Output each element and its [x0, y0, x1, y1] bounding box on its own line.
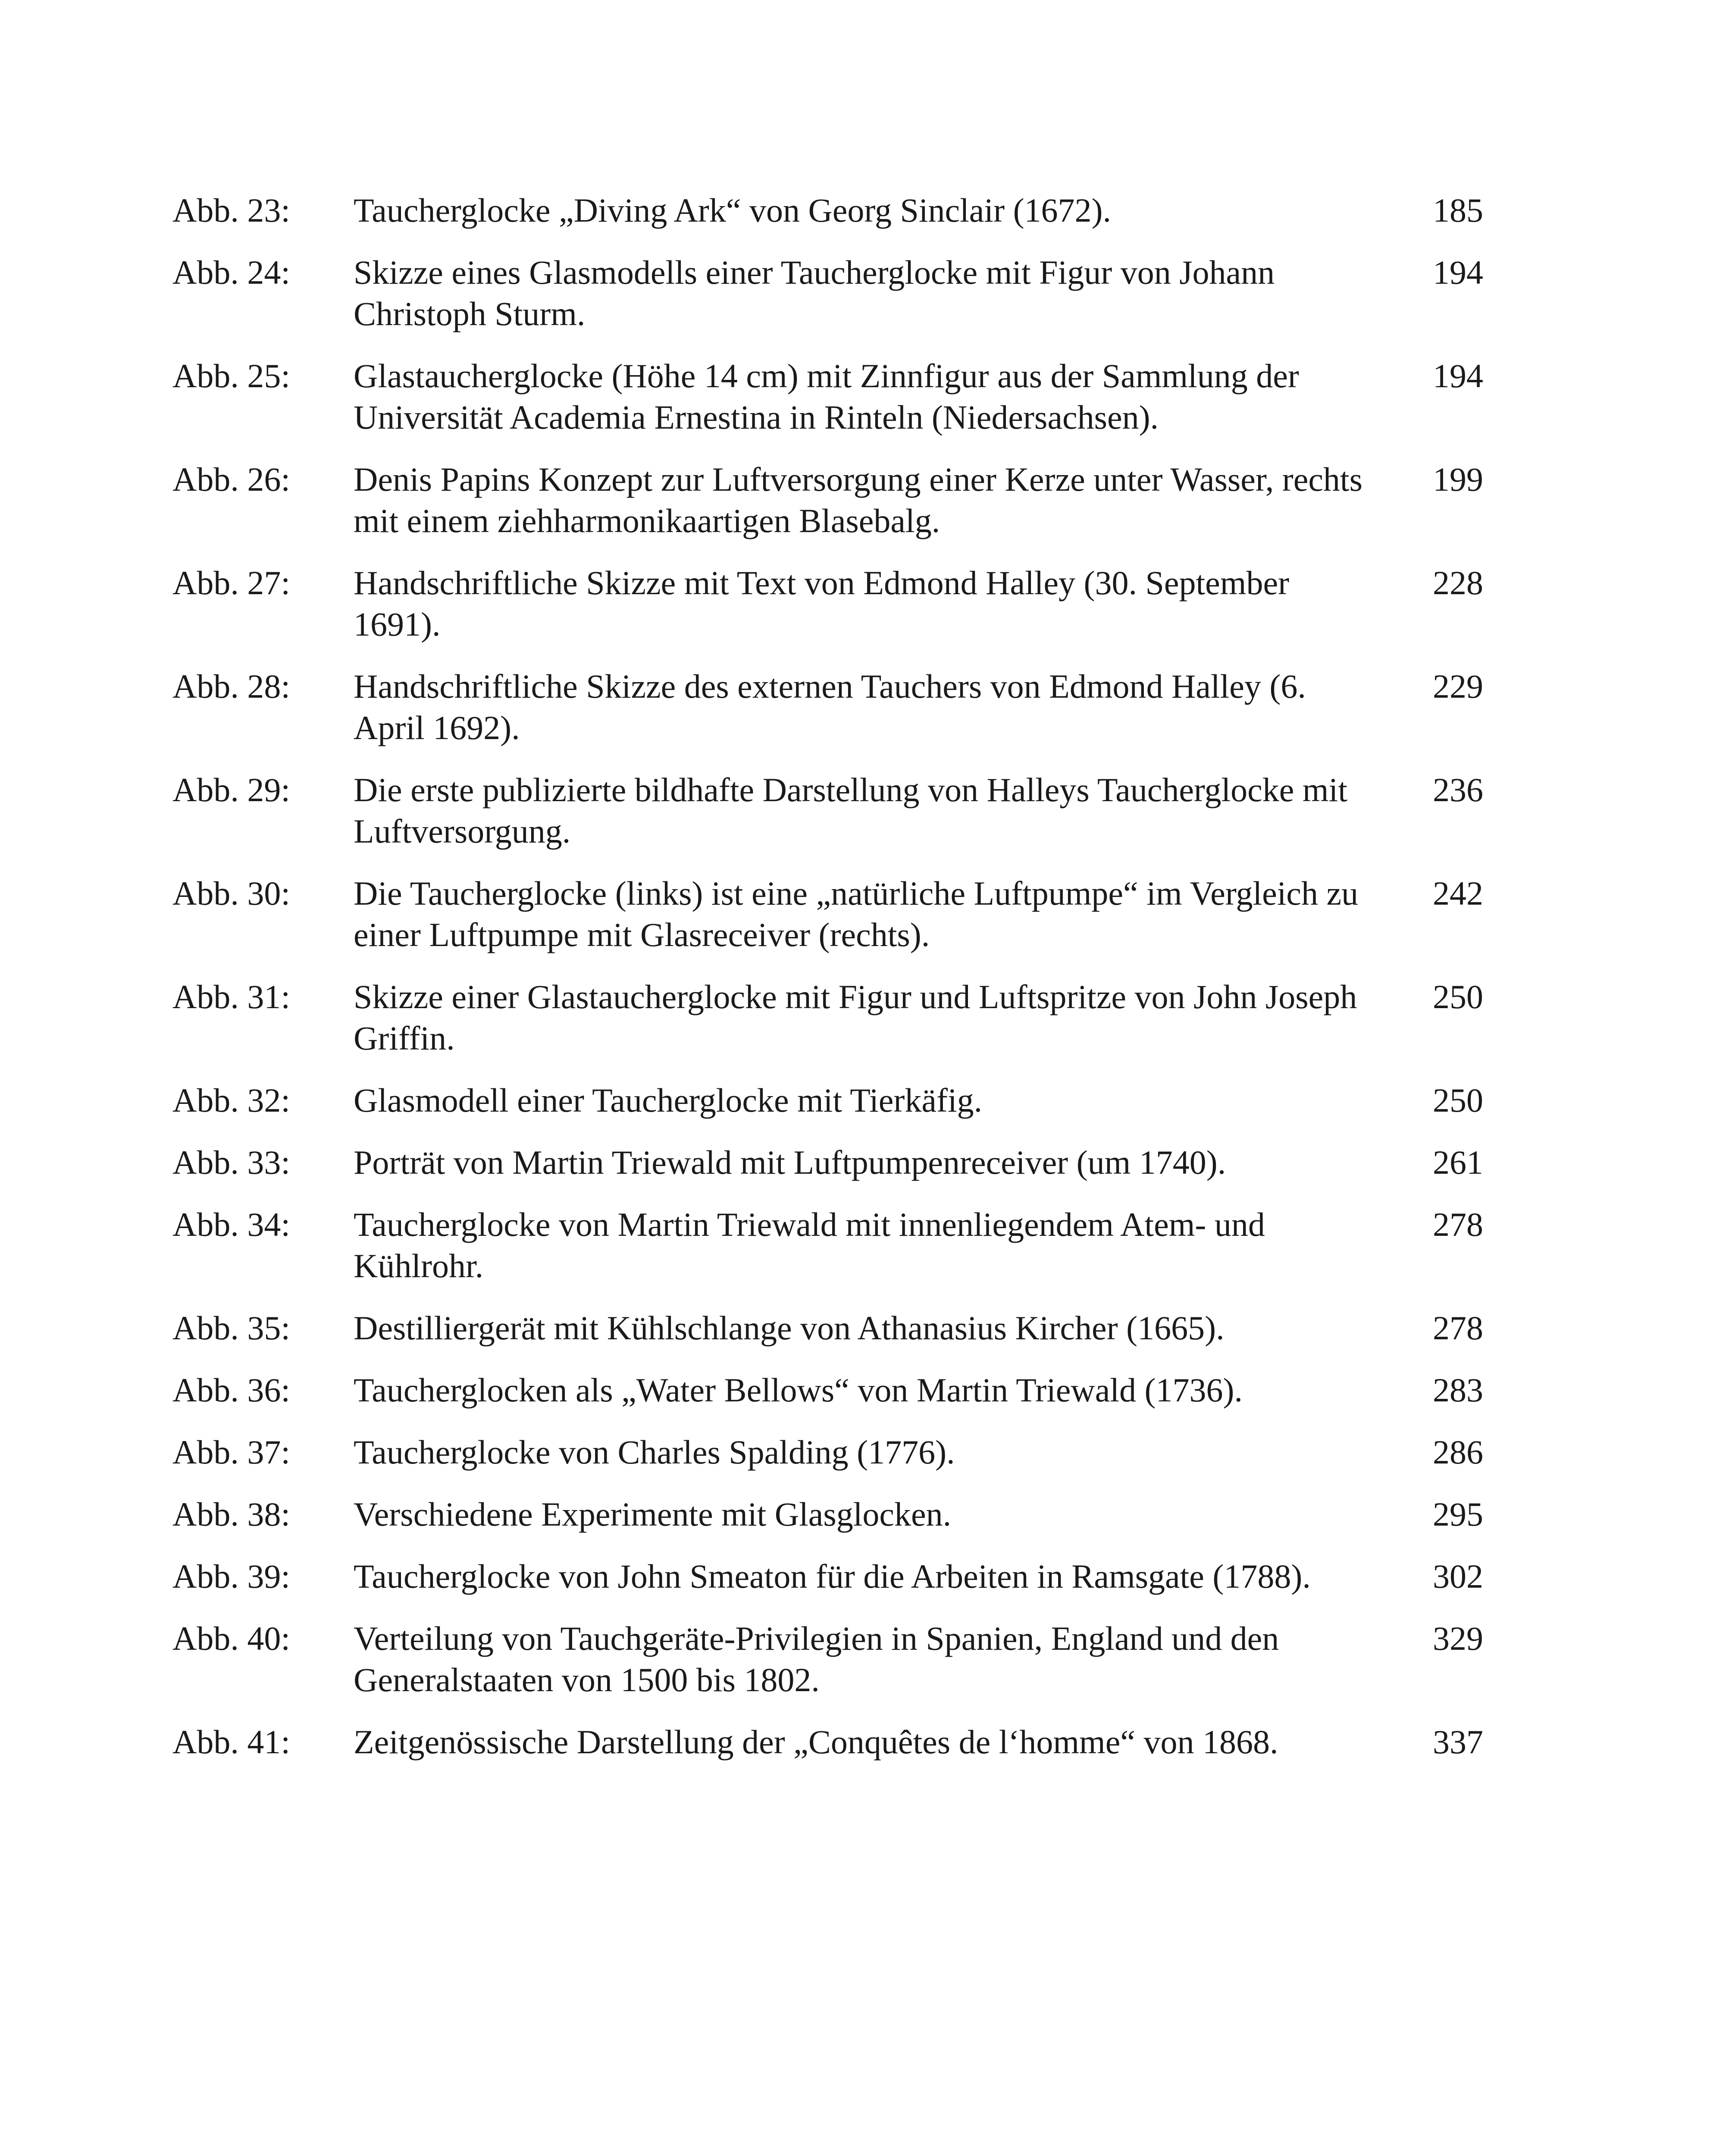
- figure-label: Abb. 39:: [172, 1557, 290, 1595]
- figure-label: Abb. 35:: [172, 1309, 290, 1347]
- figure-entry: [172, 355, 1483, 438]
- figure-entry: [172, 976, 1483, 1059]
- figure-entry: [172, 1307, 1483, 1349]
- figure-caption: Taucherglocken als „Water Bellows“ von Martin Triewald (1736).: [354, 1371, 1243, 1409]
- figure-entry: [172, 1494, 1483, 1535]
- figure-entry: [172, 1080, 1483, 1121]
- figure-label: Abb. 23:: [172, 191, 290, 229]
- figure-entry: [172, 1618, 1483, 1701]
- figure-caption: Glastaucherglocke (Höhe 14 cm) mit Zinnfigur aus der Sammlung der Universität Academia Ernestina in Rinteln (Niedersachsen).: [354, 357, 1299, 436]
- figure-page-ref: 286: [1433, 1433, 1483, 1471]
- figure-page-ref: 283: [1433, 1371, 1483, 1409]
- figure-caption: Denis Papins Konzept zur Luftversorgung einer Kerze unter Wasser, rechts mit einem ziehharmonikaartigen Blasebalg.: [354, 461, 1362, 539]
- figure-page-ref: 278: [1433, 1206, 1483, 1243]
- figure-caption: Verteilung von Tauchgeräte-Privilegien in Spanien, England und den Generalstaaten von 1500 bis 1802.: [354, 1620, 1279, 1698]
- figure-label: Abb. 25:: [172, 357, 290, 395]
- figure-entry: [172, 1721, 1483, 1763]
- figure-label: Abb. 29:: [172, 771, 290, 808]
- figure-label: Abb. 36:: [172, 1371, 290, 1409]
- figure-caption: Taucherglocke von Charles Spalding (1776).: [354, 1433, 955, 1471]
- figure-page-ref: 278: [1433, 1309, 1483, 1347]
- figure-page-ref: 228: [1433, 564, 1483, 602]
- figure-page-ref: 329: [1433, 1620, 1483, 1657]
- figure-entry: [172, 1142, 1483, 1183]
- figure-label: Abb. 26:: [172, 461, 290, 498]
- figure-label: Abb. 32:: [172, 1081, 290, 1119]
- figure-entry: [172, 459, 1483, 542]
- figure-entry: [172, 562, 1483, 645]
- figure-caption: Verschiedene Experimente mit Glasglocken.: [354, 1495, 952, 1533]
- figure-page-ref: 250: [1433, 978, 1483, 1015]
- figure-caption: Glasmodell einer Taucherglocke mit Tierkäfig.: [354, 1081, 983, 1119]
- figure-label: Abb. 34:: [172, 1206, 290, 1243]
- figure-caption: Handschriftliche Skizze des externen Tauchers von Edmond Halley (6. April 1692).: [354, 667, 1306, 746]
- figure-label: Abb. 30:: [172, 874, 290, 912]
- figure-page-ref: 337: [1433, 1723, 1483, 1761]
- figure-label: Abb. 37:: [172, 1433, 290, 1471]
- figure-label: Abb. 41:: [172, 1723, 290, 1761]
- figure-entry: [172, 1204, 1483, 1287]
- figure-entry: [172, 1432, 1483, 1473]
- figure-label: Abb. 24:: [172, 254, 290, 291]
- figure-label: Abb. 33:: [172, 1144, 290, 1181]
- figure-entry: [172, 1556, 1483, 1597]
- figure-caption: Taucherglocke „Diving Ark“ von Georg Sinclair (1672).: [354, 191, 1112, 229]
- figure-caption: Zeitgenössische Darstellung der „Conquêtes de l‘homme“ von 1868.: [354, 1723, 1278, 1761]
- figure-page-ref: 194: [1433, 357, 1483, 395]
- figure-caption: Skizze eines Glasmodells einer Taucherglocke mit Figur von Johann Christoph Sturm.: [354, 254, 1275, 332]
- figure-label: Abb. 40:: [172, 1620, 290, 1657]
- figure-entry: [172, 1369, 1483, 1411]
- figure-page-ref: 302: [1433, 1557, 1483, 1595]
- figure-caption: Taucherglocke von Martin Triewald mit innenliegendem Atem- und Kühlrohr.: [354, 1206, 1265, 1285]
- figure-entry: [172, 666, 1483, 749]
- figure-caption: Die Taucherglocke (links) ist eine „natürliche Luftpumpe“ im Vergleich zu einer Luftpumpe mit Glasreceiver (rechts).: [354, 874, 1359, 953]
- figure-entry: [172, 873, 1483, 956]
- figure-caption: Porträt von Martin Triewald mit Luftpumpenreceiver (um 1740).: [354, 1144, 1226, 1181]
- figure-page-ref: 261: [1433, 1144, 1483, 1181]
- figure-page-ref: 242: [1433, 874, 1483, 912]
- figure-label: Abb. 38:: [172, 1495, 290, 1533]
- figure-entry: [172, 769, 1483, 852]
- figure-page-ref: 250: [1433, 1081, 1483, 1119]
- figure-entry: [172, 252, 1483, 335]
- figure-label: Abb. 31:: [172, 978, 290, 1015]
- figure-caption: Handschriftliche Skizze mit Text von Edmond Halley (30. September 1691).: [354, 564, 1290, 643]
- figure-page-ref: 295: [1433, 1495, 1483, 1533]
- figure-label: Abb. 28:: [172, 667, 290, 705]
- figure-caption: Taucherglocke von John Smeaton für die Arbeiten in Ramsgate (1788).: [354, 1557, 1311, 1595]
- figure-page-ref: 194: [1433, 254, 1483, 291]
- figure-page-ref: 229: [1433, 667, 1483, 705]
- figure-caption: Die erste publizierte bildhafte Darstellung von Halleys Taucherglocke mit Luftversorgung.: [354, 771, 1347, 850]
- figure-label: Abb. 27:: [172, 564, 290, 602]
- figure-caption: Skizze einer Glastaucherglocke mit Figur und Luftspritze von John Joseph Griffin.: [354, 978, 1357, 1057]
- figure-list: [172, 190, 1483, 1783]
- figure-entry: [172, 190, 1483, 231]
- figure-page-ref: 236: [1433, 771, 1483, 808]
- figure-page-ref: 199: [1433, 461, 1483, 498]
- figure-page-ref: 185: [1433, 191, 1483, 229]
- figure-caption: Destilliergerät mit Kühlschlange von Athanasius Kircher (1665).: [354, 1309, 1225, 1347]
